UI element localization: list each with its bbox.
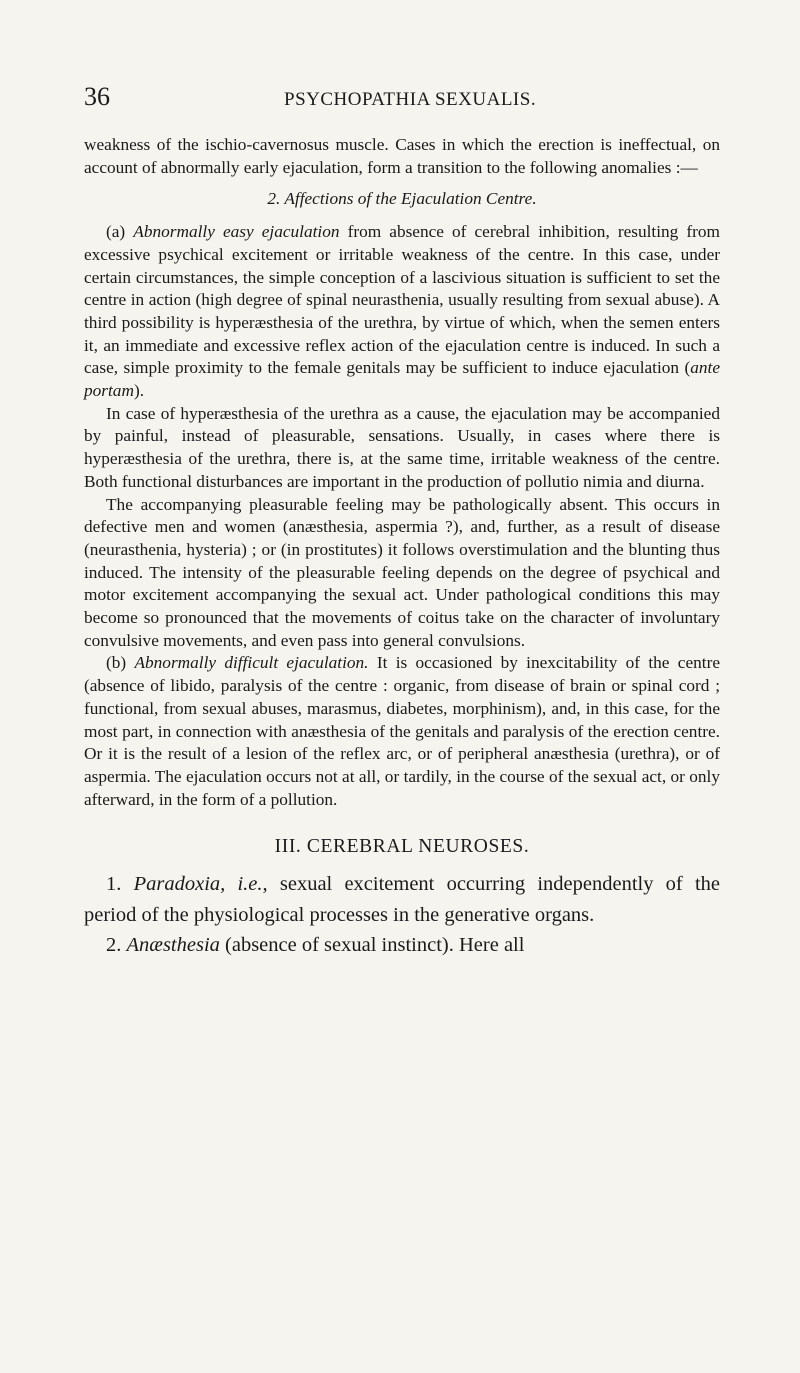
running-title: PSYCHOPATHIA SEXUALIS. <box>284 89 537 110</box>
term-paradoxia: Paradoxia, <box>133 873 226 896</box>
paragraph-abnormally-easy: (a) Abnormally easy ejaculation from absence of cerebral inhibition, resulting from excessive psychical excitement or irritable weakness of the centre. In this case, under certain circumstances, the simple conception of a lascivious situation is sufficient to set the centre in action (high degree of spinal neurasthenia, usually resulting from sexual abuse). A third possibility is hyperæsthesia of the urethra, by virtue of which, when the semen enters it, an immediate and excessive reflex action of the ejaculation centre is induced. In such a case, simple proximity to the female genitals may be sufficient to induce ejaculation (ante portam). <box>84 222 720 401</box>
running-head <box>84 0 720 111</box>
page-number: 36 <box>84 82 110 111</box>
body-text <box>84 134 720 961</box>
paragraph-hyperaesthesia: In case of hyperæsthesia of the urethra as a cause, the ejaculation may be accompanied by painful, instead of pleasurable, sensations. Usually, in cases where there is hyperæsthesia of the urethra, there is, at the same time, irritable weakness of the centre. Both functional disturbances are important in the production of pollutio nimia and diurna. <box>84 403 720 491</box>
paragraph-pleasurable-feeling: The accompanying pleasurable feeling may be pathologically absent. This occurs in defective men and women (anæsthesia, aspermia ?), and, further, as a result of disease (neurasthenia, hysteria) ; or (in prostitutes) it follows overstimulation and the blunting thus induced. The intensity of the pleasurable feeling depends on the degree of psychical and motor excitement accompanying the sexual act. Under pathological conditions this may become so pronounced that the movements of coitus take on the character of involuntary convulsive movements, and even pass into general convulsions. <box>84 494 720 650</box>
section-heading-cerebral-neuroses: III. CEREBRAL NEUROSES. <box>274 836 530 858</box>
term-ie: i.e. <box>237 873 263 896</box>
paragraph-continuation: weakness of the ischio-cavernosus muscle. Cases in which the erection is ineffectual, on account of abnormally early ejaculation, form a transition to the following anomalies :— <box>84 135 720 177</box>
paragraph-abnormally-difficult: (b) Abnormally difficult ejaculation. It is occasioned by inexcitability of the centre (absence of libido, paralysis of the centre : organic, from disease of brain or spinal cord ; functional, from sexual abuses, marasmus, diabetes, morphinism), and, in this case, for the most part, in connection with anæsthesia of the genitals and paralysis of the erection centre. Or it is the result of a lesion of the reflex arc, or of peripheral anæsthesia (urethra), or of aspermia. The ejaculation occurs not at all, or tardily, in the course of the sexual act, or only afterward, in the form of a pollution. <box>84 653 720 809</box>
term-abnormally-easy: Abnormally easy ejaculation <box>133 222 340 242</box>
paragraph-paradoxia: 1. Paradoxia, i.e., sexual excitement occurring independently of the period of the physiological processes in the generative organs. <box>84 873 721 926</box>
term-abnormally-difficult: Abnormally difficult ejaculation. <box>134 653 369 673</box>
paragraph-anaesthesia: 2. Anæsthesia (absence of sexual instinct). Here all <box>106 934 525 957</box>
book-page <box>84 0 721 957</box>
term-ante-portam: ante portam <box>84 358 720 401</box>
term-anaesthesia: Anæsthesia <box>126 934 220 957</box>
section-heading-ejaculation-centre: 2. Affections of the Ejaculation Centre. <box>267 189 537 209</box>
